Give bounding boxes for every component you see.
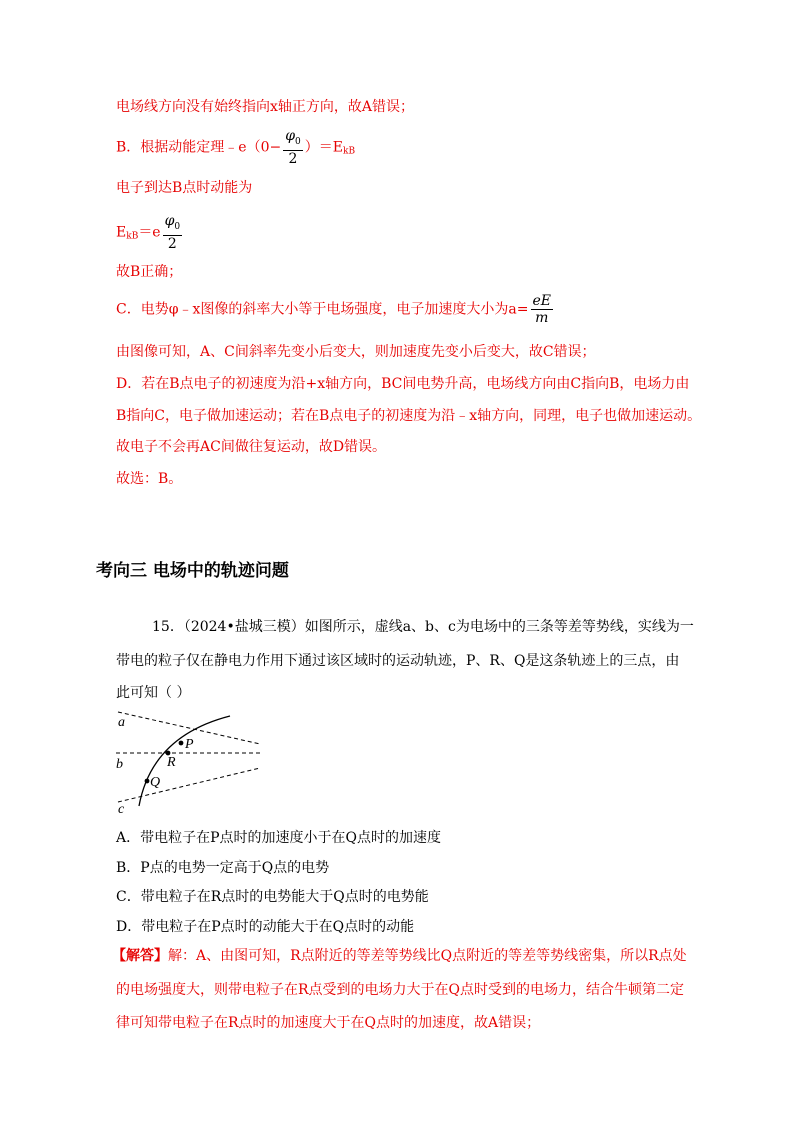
- line-6-text: C．电势φ﹣x图像的斜率大小等于电场强度，电子加速度大小为a=: [116, 301, 529, 318]
- phi-symbol-2: φ: [164, 213, 175, 229]
- phi-subscript-2: 0: [174, 221, 181, 232]
- phi-subscript: 0: [295, 136, 301, 147]
- label-r: R: [167, 755, 176, 770]
- ekb-fraction: [163, 213, 183, 252]
- ekb-equals: ＝e: [138, 224, 161, 241]
- trajectory-curve: [139, 716, 230, 806]
- solution-line-7: 由图像可知，A、C间斜率先变小后变大，则加速度先变小后变大，故C错误；: [116, 344, 596, 360]
- label-q: Q: [150, 775, 161, 790]
- label-b: b: [116, 757, 123, 772]
- solution-line-2: [116, 128, 355, 167]
- trajectory-figure: [112, 706, 272, 818]
- solution-line-8: D．若在B点电子的初速度为沿+x轴方向，BC间电势升高，电场线方向由C指向B，电场力由: [116, 376, 690, 392]
- phi-symbol: φ: [285, 128, 296, 144]
- option-c: C．带电粒子在R点时的电势能大于Q点时的电势能: [116, 889, 429, 905]
- fraction-denominator: 2: [283, 150, 303, 167]
- option-b: B．P点的电势一定高于Q点的电势: [116, 860, 330, 876]
- solution-line-4: [116, 213, 184, 252]
- solution-line-6: [116, 293, 555, 326]
- solution-line-11: 故选：B。: [116, 471, 183, 487]
- point-p: [179, 741, 184, 746]
- label-p: P: [185, 737, 194, 752]
- line-2-prefix: B．根据动能定理﹣e（0−: [116, 139, 282, 156]
- answer-tag: 【解答】: [112, 948, 168, 964]
- answer-line-2: 的电场强度大，则带电粒子在R点受到的电场力大于在Q点时受到的电场力，结合牛顿第二定: [116, 982, 685, 998]
- question-line-2: 带电的粒子仅在静电力作用下通过该区域时的运动轨迹，P、R、Q是这条轨迹上的三点，由: [116, 653, 680, 669]
- solution-line-10: 故电子不会再AC间做往复运动，故D错误。: [116, 439, 387, 455]
- m-denominator: m: [531, 309, 554, 326]
- option-d: D．带电粒子在P点时的动能大于在Q点时的动能: [116, 919, 415, 935]
- option-a: A．带电粒子在P点时的加速度小于在Q点时的加速度: [116, 830, 442, 846]
- section-heading: 考向三 电场中的轨迹问题: [96, 561, 289, 581]
- label-a: a: [118, 715, 125, 730]
- ekb-subscript: kB: [126, 231, 139, 242]
- solution-line-1: 电场线方向没有始终指向x轴正方向，故A错误；: [116, 99, 415, 115]
- label-c: c: [118, 802, 125, 817]
- answer-line-1-text: 解：A、由图可知，R点附近的等差等势线比Q点附近的等差等势线密集，所以R点处: [168, 948, 687, 964]
- ekb-e: E: [116, 224, 127, 241]
- ee-numerator: eE: [532, 293, 552, 309]
- phi0-over-2-fraction: [283, 128, 303, 167]
- solution-line-9: B指向C，电子做加速运动；若在B点电子的初速度为沿﹣x轴方向，同理，电子也做加速运动。: [116, 408, 702, 424]
- kb-subscript: kB: [343, 146, 356, 157]
- equipotential-line-c: [118, 768, 260, 802]
- solution-line-3: 电子到达B点时动能为: [116, 180, 253, 196]
- question-line-1: 15．（2024•盐城三模）如图所示，虚线a、b、c为电场中的三条等差等势线，实线为一: [152, 619, 694, 635]
- line-2-suffix: ）＝E: [304, 139, 343, 156]
- answer-line-3: 律可知带电粒子在R点时的加速度大于在Q点时的加速度，故A错误；: [116, 1015, 541, 1031]
- question-line-3: 此可知（ ）: [116, 685, 191, 701]
- fraction-denominator-2: 2: [163, 235, 183, 252]
- solution-line-5: 故B正确；: [116, 264, 183, 280]
- ee-over-m-fraction: [531, 293, 554, 326]
- answer-line-1: [112, 946, 687, 966]
- point-q: [145, 779, 150, 784]
